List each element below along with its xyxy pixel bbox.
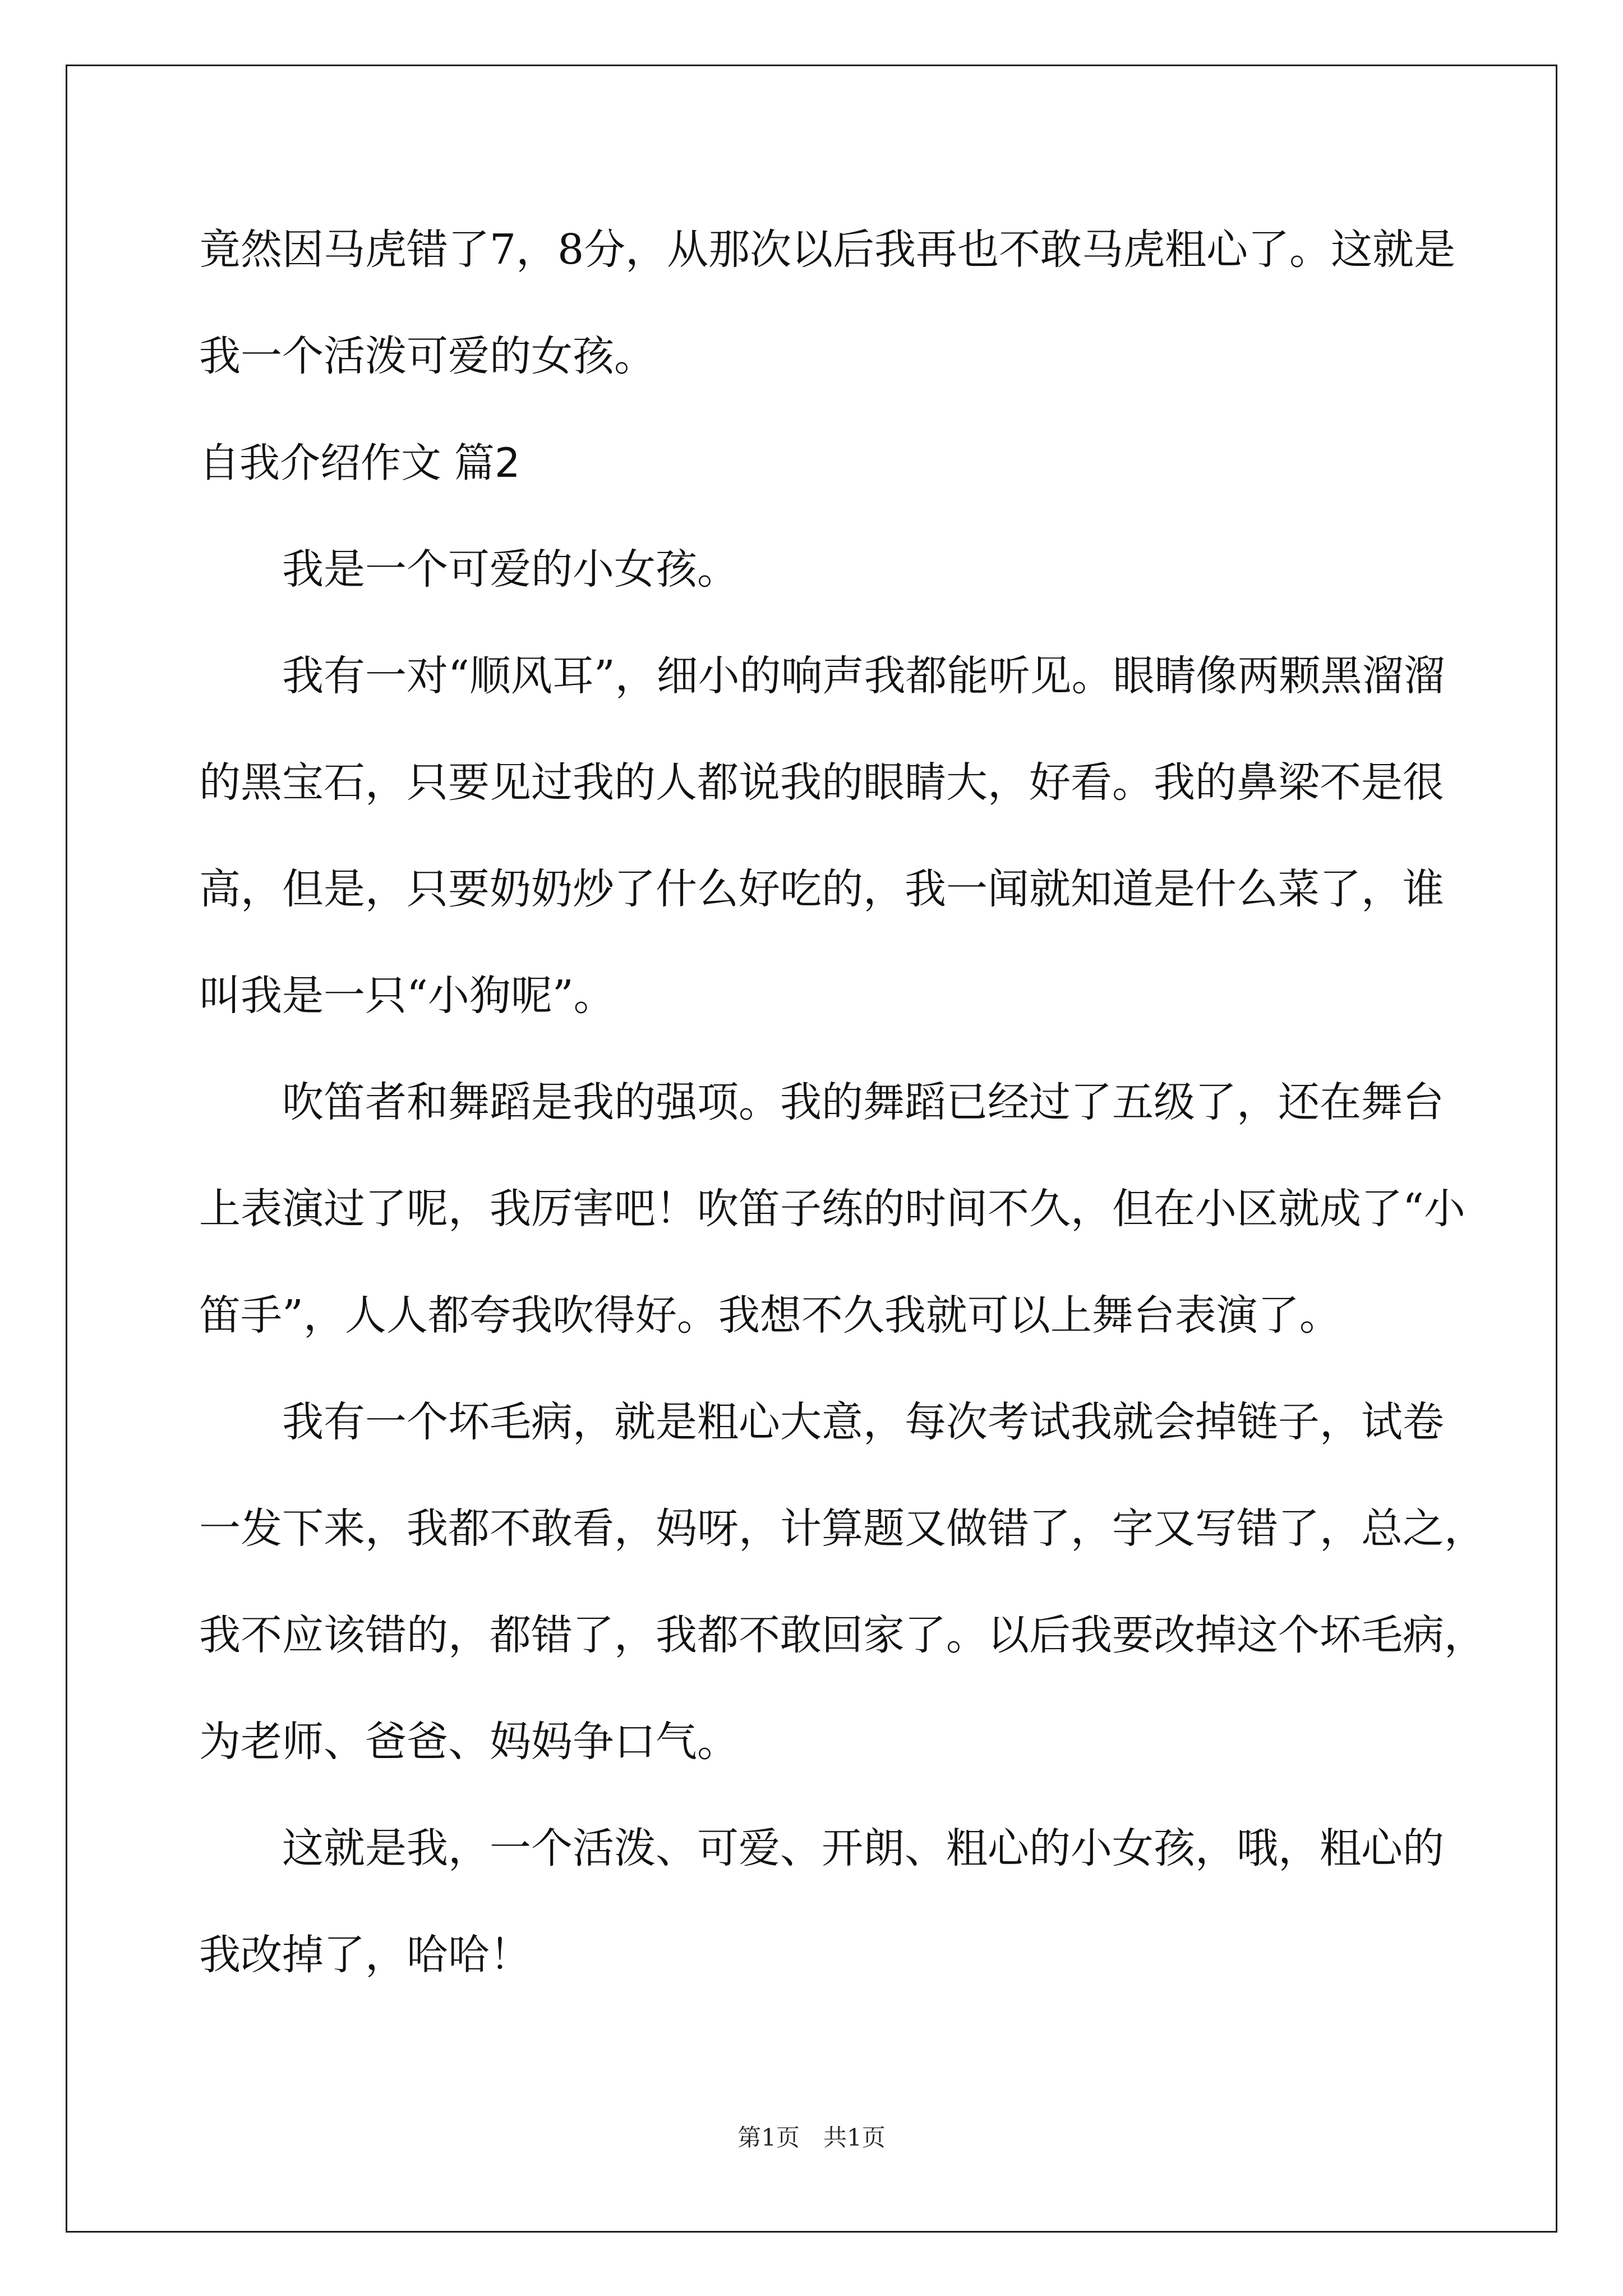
section-heading: 自我介绍作文 篇2	[199, 439, 520, 486]
text-line: 的黑宝石，只要见过我的人都说我的眼睛大，好看。我的鼻梁不是很	[199, 758, 1444, 807]
paragraph-start: 我有一个坏毛病，就是粗心大意，每次考试我就会掉链子，试卷	[282, 1398, 1444, 1446]
text-line: 笛手”，人人都夸我吹得好。我想不久我就可以上舞台表演了。	[199, 1291, 1341, 1340]
text-line: 叫我是一只“小狗呢”。	[199, 972, 615, 1020]
paragraph-start: 我有一对“顺风耳”，细小的响声我都能听见。眼睛像两颗黑溜溜	[282, 652, 1445, 700]
text-line: 竟然因马虎错了7，8分，从那次以后我再也不敢马虎粗心了。这就是	[199, 226, 1456, 274]
text-line: 为老师、爸爸、妈妈争口气。	[199, 1718, 739, 1766]
paragraph-start: 这就是我，一个活泼、可爱、开朗、粗心的小女孩，哦，粗心的	[282, 1824, 1444, 1872]
paragraph-start: 吹笛者和舞蹈是我的强项。我的舞蹈已经过了五级了，还在舞台	[282, 1078, 1444, 1126]
text-line: 上表演过了呢，我厉害吧！吹笛子练的时间不久，但在小区就成了“小	[199, 1185, 1465, 1233]
paragraph-start: 我是一个可爱的小女孩。	[282, 545, 739, 593]
text-line: 我一个活泼可爱的女孩。	[199, 332, 656, 380]
page-number-footer: 第1页 共1页	[737, 2124, 886, 2151]
text-line: 一发下来，我都不敢看，妈呀，计算题又做错了，字又写错了，总之，	[199, 1504, 1486, 1553]
text-line: 高，但是，只要奶奶炒了什么好吃的，我一闻就知道是什么菜了，谁	[199, 865, 1444, 913]
text-line: 我改掉了，哈哈！	[199, 1931, 531, 1979]
document-body	[199, 208, 1486, 2019]
text-line: 我不应该错的，都错了，我都不敢回家了。以后我要改掉这个坏毛病，	[199, 1611, 1486, 1659]
